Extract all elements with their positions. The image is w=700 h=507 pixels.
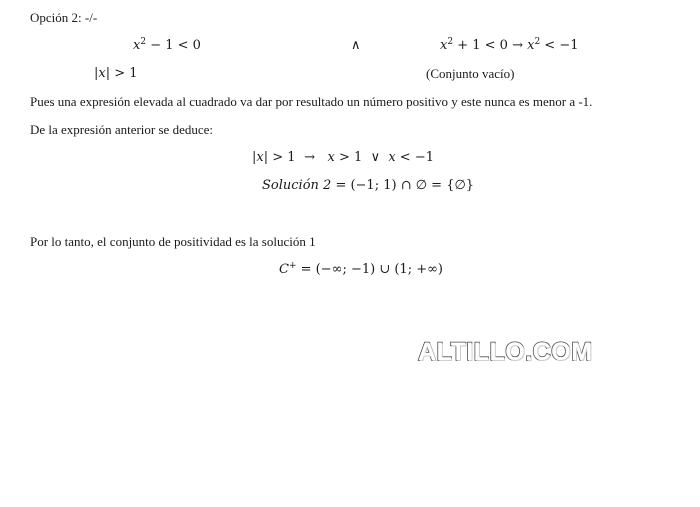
exponent: 2 xyxy=(140,37,147,47)
variable: x xyxy=(327,150,335,165)
exponent: 2 xyxy=(447,37,454,47)
inequality-left xyxy=(133,38,201,54)
expression-rest: < −1 xyxy=(395,150,434,165)
solution-label: Solución 2 xyxy=(262,178,332,193)
and-symbol: ∧ xyxy=(351,38,361,53)
arrow-symbol: → xyxy=(304,150,315,165)
explanation-paragraph: Pues una expresión elevada al cuadrado va dar por resultado un número positivo y este nunca es menor a -1. xyxy=(30,94,593,109)
deduction-paragraph: De la expresión anterior se deduce: xyxy=(30,122,214,137)
watermark-logo: ALTILLO.COM xyxy=(418,338,593,366)
variable: x xyxy=(388,150,396,165)
or-symbol: ∨ xyxy=(370,150,381,165)
abs-bar: | xyxy=(94,66,99,81)
interval-union: = (−∞; −1) ∪ (1; +∞) xyxy=(296,262,444,277)
variable: x xyxy=(440,38,448,53)
conclusion-paragraph: Por lo tanto, el conjunto de positividad es la solución 1 xyxy=(30,234,316,249)
solution-value: = (−1; 1) ∩ ∅ = {∅} xyxy=(331,178,475,193)
empty-set-note: (Conjunto vacío) xyxy=(426,66,515,81)
expression-rest: | > 1 xyxy=(105,66,138,81)
expression-rest: + 1 < 0 → xyxy=(453,38,528,53)
exponent: 2 xyxy=(534,37,541,47)
superscript: + xyxy=(288,261,297,271)
inequality-right xyxy=(440,38,579,54)
expression-rest: > 1 xyxy=(334,150,363,165)
expression-rest: | > 1 xyxy=(263,150,296,165)
solution-2 xyxy=(262,178,474,194)
positivity-set xyxy=(279,262,443,278)
variable: C xyxy=(279,262,289,277)
absolute-value-inequality xyxy=(94,66,138,82)
expression-rest: < −1 xyxy=(540,38,579,53)
variable: x xyxy=(527,38,535,53)
deduction-expression xyxy=(252,150,434,166)
abs-bar: | xyxy=(252,150,257,165)
variable: x xyxy=(256,150,264,165)
variable: x xyxy=(133,38,141,53)
variable: x xyxy=(98,66,106,81)
expression-rest: − 1 < 0 xyxy=(146,38,201,53)
section-heading: Opción 2: -/- xyxy=(30,10,98,25)
